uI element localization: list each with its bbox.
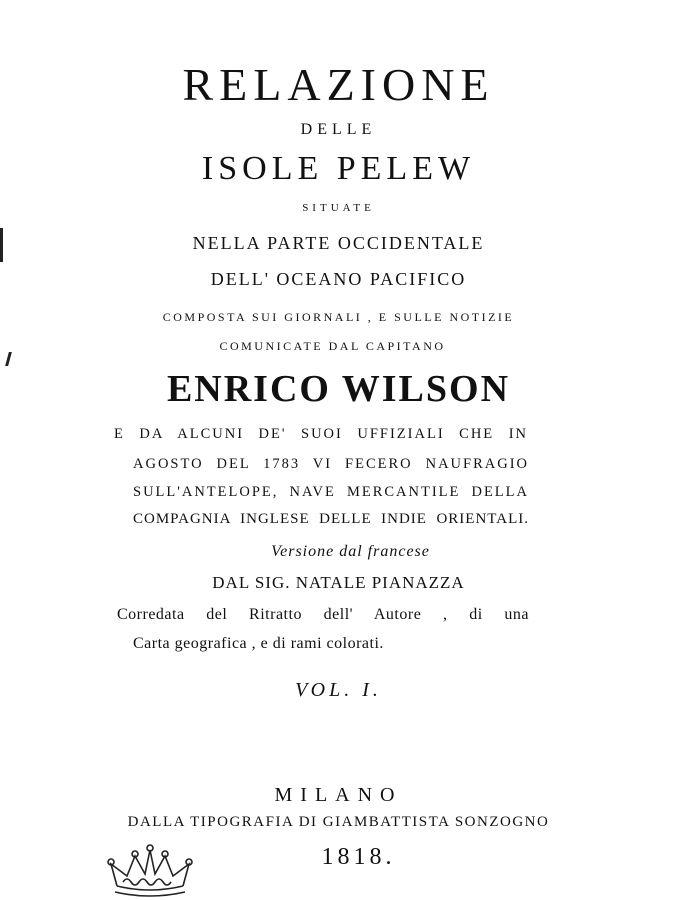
version-note: Versione dal francese — [271, 543, 430, 560]
publication-year: 1818. — [321, 844, 396, 870]
page-edge-mark — [5, 352, 12, 366]
printer-line: DALLA TIPOGRAFIA DI GIAMBATTISTA SONZOGNO — [127, 814, 550, 830]
captain-name: ENRICO WILSON — [166, 368, 511, 410]
volume-number: VOL. I. — [295, 679, 382, 701]
book-subject: ISOLE PELEW — [201, 150, 476, 187]
location-line-2: DELL' OCEANO PACIFICO — [210, 269, 467, 289]
description-line-1: E DA ALCUNI DE' SUOI UFFIZIALI CHE IN — [114, 426, 528, 442]
publication-city: MILANO — [274, 784, 403, 806]
composed-line-2: COMUNICATE DAL CAPITANO — [219, 339, 446, 353]
description-line-2: AGOSTO DEL 1783 VI FECERO NAUFRAGIO — [133, 456, 529, 472]
crown-stamp-icon — [105, 842, 195, 900]
description-line-4: COMPAGNIA INGLESE DELLE INDIE ORIENTALI. — [133, 511, 529, 527]
title-connector: DELLE — [300, 121, 377, 138]
location-line-1: NELLA PARTE OCCIDENTALE — [192, 233, 485, 253]
composed-line-1: COMPOSTA SUI GIORNALI , E SULLE NOTIZIE — [162, 310, 515, 324]
situate-line: SITUATE — [302, 202, 375, 214]
description-line-3: SULL'ANTELOPE, NAVE MERCANTILE DELLA — [133, 484, 529, 500]
furnished-line-2: Carta geografica , e di rami colorati. — [133, 635, 384, 652]
book-title: RELAZIONE — [182, 59, 495, 110]
translator-line: DAL SIG. NATALE PIANAZZA — [212, 573, 465, 592]
furnished-line-1: Corredata del Ritratto dell' Autore , di una — [117, 606, 529, 623]
